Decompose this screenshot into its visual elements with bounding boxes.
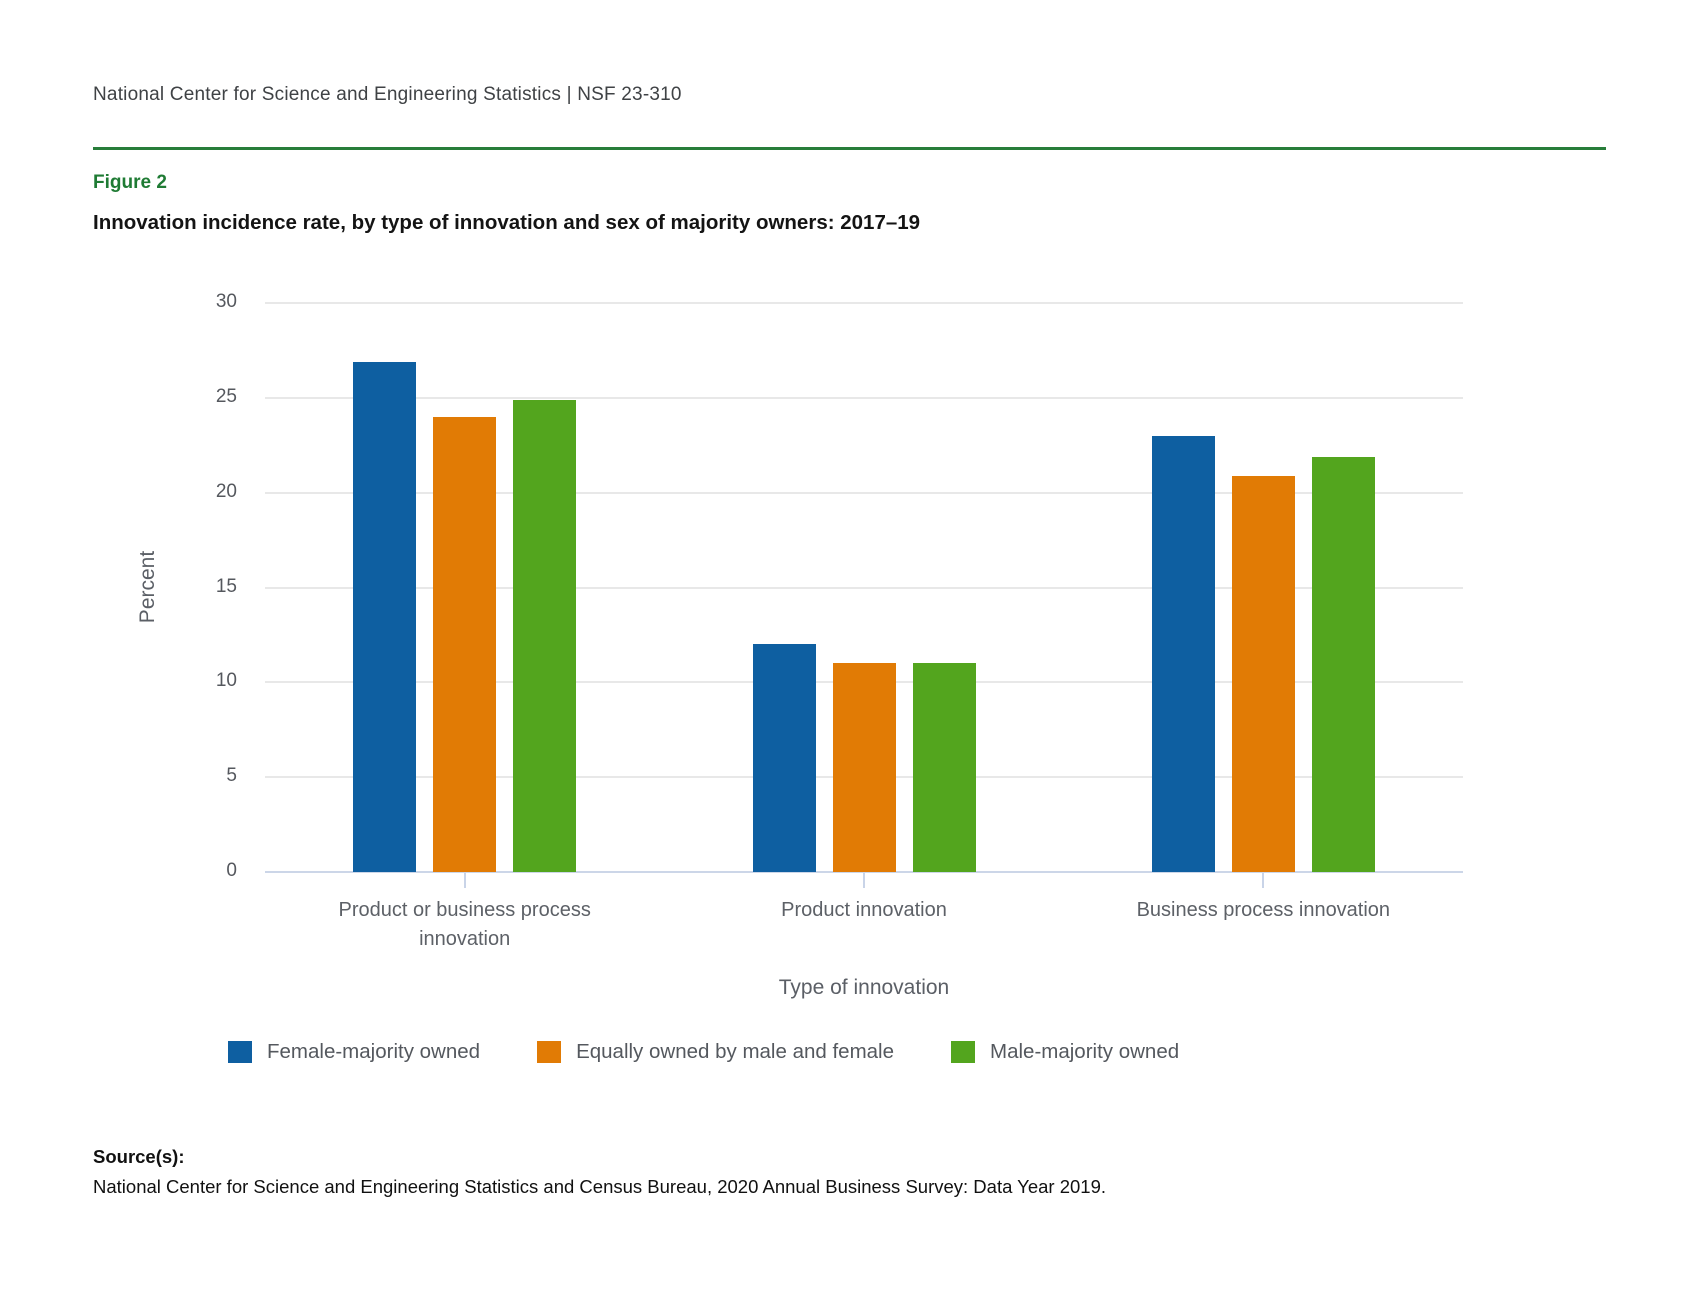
- report-header: National Center for Science and Engineering Statistics | NSF 23-310: [93, 84, 682, 105]
- x-axis-title: Type of innovation: [778, 976, 950, 999]
- x-tick: [863, 873, 865, 888]
- category-label-text: Business process innovation: [1136, 899, 1391, 921]
- y-axis-title: Percent: [136, 550, 159, 624]
- legend-label: Equally owned by male and female: [576, 1040, 895, 1063]
- category-label: [664, 896, 1063, 925]
- legend-label: Female-majority owned: [267, 1040, 481, 1063]
- x-tick: [464, 873, 466, 888]
- legend-swatch: [228, 1041, 252, 1063]
- y-tick-label: 5: [226, 765, 237, 787]
- bar-female-majority-owned: [753, 644, 816, 872]
- y-tick-label: 0: [226, 860, 237, 881]
- bar-equally-owned-by-male-and-female: [833, 663, 896, 872]
- bar-male-majority-owned: [513, 400, 576, 872]
- legend-swatch: [537, 1041, 561, 1063]
- bar-equally-owned-by-male-and-female: [433, 417, 496, 872]
- y-tick-label: 10: [215, 670, 237, 692]
- bar-female-majority-owned: [1152, 436, 1215, 872]
- legend-label: Male-majority owned: [990, 1040, 1180, 1063]
- figure-title: Innovation incidence rate, by type of innovation and sex of majority owners: 2017–19: [93, 211, 921, 234]
- gridline: [265, 302, 1463, 304]
- bar-male-majority-owned: [1312, 457, 1375, 872]
- bar-equally-owned-by-male-and-female: [1232, 476, 1295, 872]
- bar-female-majority-owned: [353, 362, 416, 872]
- gridline: [265, 397, 1463, 399]
- source-text: National Center for Science and Engineering Statistics and Census Bureau, 2020 Annual Business Survey: Data Year 2019.: [93, 1176, 1107, 1197]
- x-tick: [1262, 873, 1264, 888]
- y-tick-label: 25: [215, 385, 237, 407]
- y-tick-label: 30: [215, 291, 237, 312]
- y-tick-label: 20: [215, 480, 237, 502]
- bar-male-majority-owned: [913, 663, 976, 872]
- category-label: [1064, 896, 1463, 925]
- chart-legend: [228, 1038, 1179, 1066]
- category-label-text: Product innovation: [781, 899, 947, 921]
- y-tick-label: 15: [215, 575, 237, 597]
- source-heading: Source(s):: [93, 1146, 185, 1167]
- legend-item[interactable]: [228, 1040, 480, 1064]
- category-label: [265, 896, 664, 954]
- figure-number: Figure 2: [93, 172, 167, 193]
- legend-swatch: [951, 1041, 975, 1063]
- category-label-text: Product or business process innovation: [338, 899, 591, 950]
- legend-item[interactable]: [537, 1040, 894, 1064]
- legend-item[interactable]: [951, 1040, 1179, 1064]
